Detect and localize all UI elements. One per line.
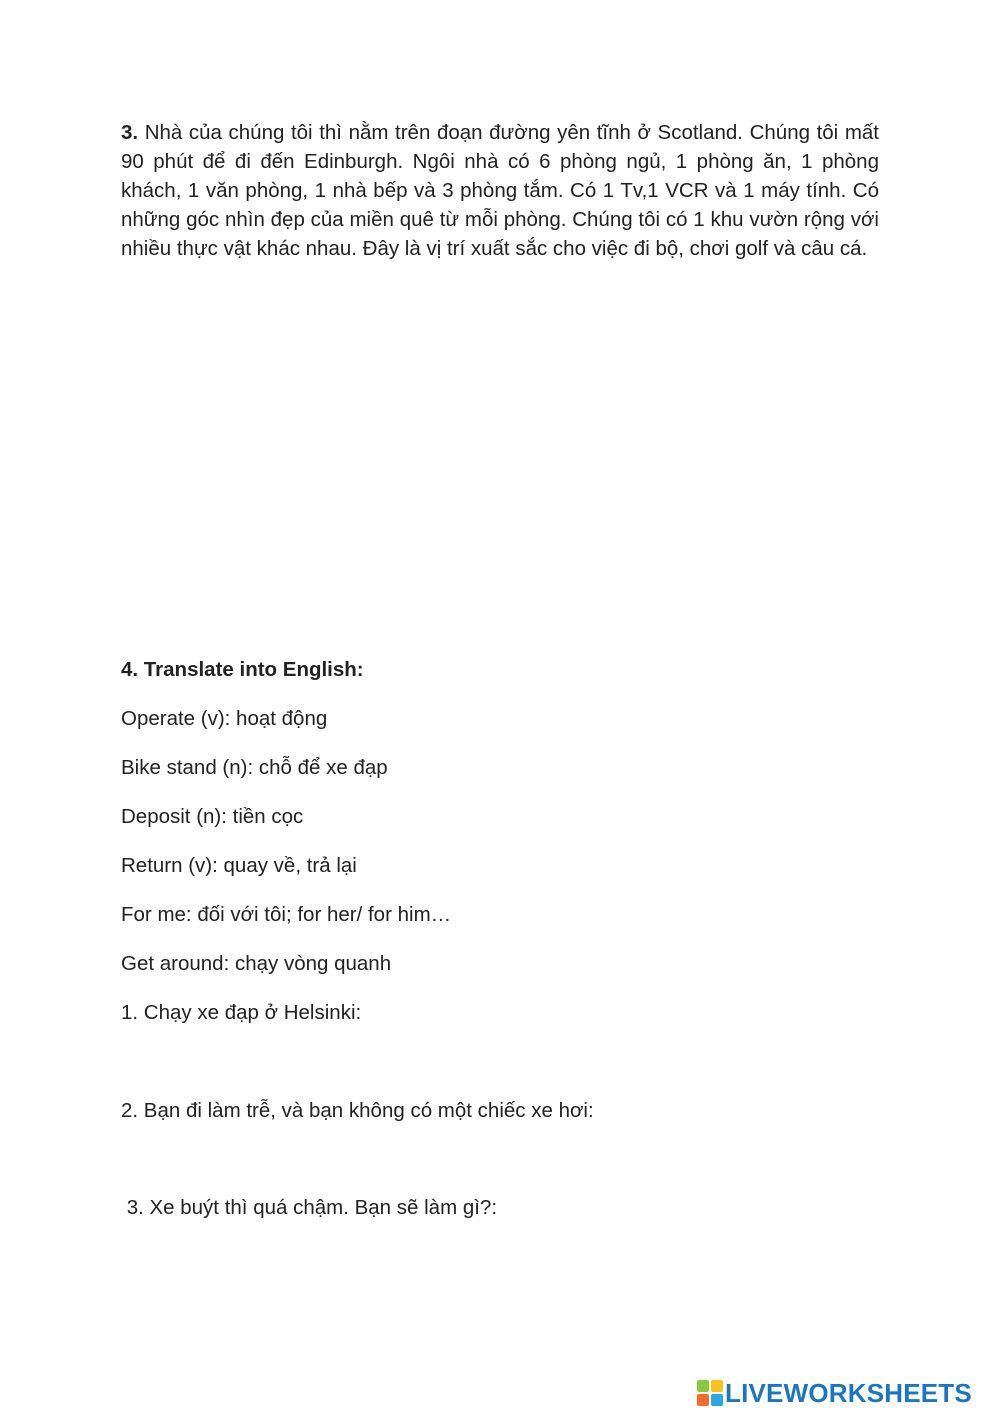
vocab-item: For me: đối với tôi; for her/ for him… bbox=[121, 903, 452, 926]
vocab-item: Deposit (n): tiền cọc bbox=[121, 805, 304, 828]
question-1: 1. Chạy xe đạp ở Helsinki: bbox=[121, 1001, 362, 1024]
section-3-paragraph bbox=[121, 118, 879, 263]
section-4-heading: 4. Translate into English: bbox=[121, 658, 364, 681]
liveworksheets-logo-icon bbox=[697, 1380, 723, 1406]
question-3: 3. Xe buýt thì quá chậm. Bạn sẽ làm gì?: bbox=[121, 1196, 498, 1219]
vocab-item: Get around: chạy vòng quanh bbox=[121, 952, 392, 975]
section-3-text: Nhà của chúng tôi thì nằm trên đoạn đường yên tĩnh ở Scotland. Chúng tôi mất 90 phút để đi đến Edinburgh. Ngôi nhà có 6 phòng ngủ, 1 phòng ăn, 1 phòng khách, 1 văn phòng, 1 nhà bếp và 3 phòng tắm. Có 1 Tv,1 VCR và 1 máy tính. Có những góc nhìn đẹp của miền quê từ mỗi phòng. Chúng tôi có 1 khu vườn rộng với nhiều thực vật khác nhau. Đây là vị trí xuất sắc cho việc đi bộ, chơi golf và câu cá. bbox=[121, 121, 879, 260]
vocab-item: Bike stand (n): chỗ để xe đạp bbox=[121, 756, 388, 779]
vocab-item: Return (v): quay về, trả lại bbox=[121, 854, 357, 877]
liveworksheets-logo[interactable] bbox=[697, 1378, 972, 1408]
vocab-item: Operate (v): hoạt động bbox=[121, 707, 328, 730]
question-2: 2. Bạn đi làm trễ, và bạn không có một chiếc xe hơi: bbox=[121, 1099, 594, 1122]
brand-text: LIVEWORKSHEETS bbox=[725, 1377, 972, 1408]
section-3-number: 3. bbox=[121, 121, 139, 144]
